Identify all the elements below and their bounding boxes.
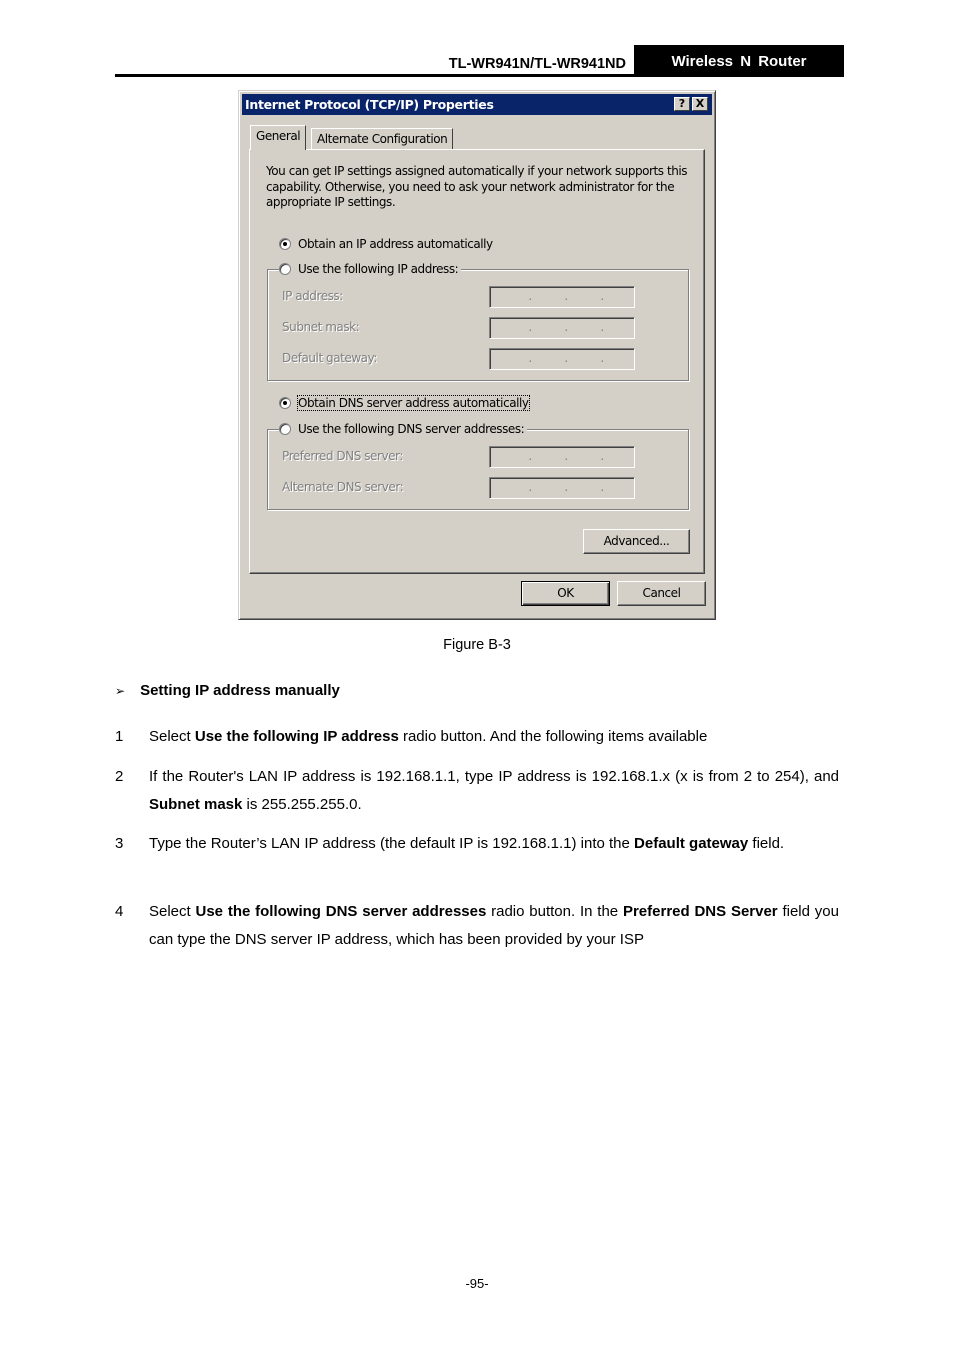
alternate-dns-label: Alternate DNS server:	[282, 480, 404, 494]
tab-general[interactable]: General	[250, 125, 306, 150]
step-text: Select Use the following DNS server addresses radio button. In the Preferred DNS Server field you can type the DNS server IP address, which has been provided by your ISP	[149, 903, 839, 948]
radio-unchecked-icon	[279, 263, 291, 275]
obtain-ip-auto-radio[interactable]	[279, 237, 496, 251]
step-text: Select Use the following IP address radio button. And the following items available	[149, 728, 708, 745]
step-text: If the Router's LAN IP address is 192.168.1.1, type IP address is 192.168.1.x (x is from 2 to 254), and Subnet mask is 255.255.255.0.	[149, 768, 839, 813]
help-icon: ?	[678, 97, 686, 110]
close-button[interactable]	[692, 97, 708, 111]
dialog-titlebar	[242, 94, 712, 115]
tab-alternate-configuration[interactable]: Alternate Configuration	[311, 128, 453, 150]
close-icon: X	[695, 97, 705, 110]
step-text: Type the Router’s LAN IP address (the default IP is 192.168.1.1) into the Default gateway field.	[149, 835, 785, 852]
header-model: TL-WR941N/TL-WR941ND	[448, 56, 626, 72]
step-number: 4	[115, 903, 124, 920]
radio-unchecked-icon	[279, 423, 291, 435]
use-following-dns-label: Use the following DNS server addresses:	[298, 422, 525, 436]
help-button[interactable]	[674, 97, 690, 111]
page-number: -95-	[465, 1276, 489, 1291]
header-rule	[115, 74, 635, 77]
obtain-ip-auto-label: Obtain an IP address automatically	[298, 237, 493, 251]
step-number: 2	[115, 768, 124, 785]
default-gateway-label: Default gateway:	[282, 351, 377, 365]
section-title: Setting IP address manually	[140, 682, 340, 699]
step-4	[115, 898, 839, 954]
radio-checked-icon	[279, 238, 291, 250]
subnet-mask-label: Subnet mask:	[282, 320, 360, 334]
figure-caption: Figure B-3	[443, 637, 511, 653]
cancel-button[interactable]: Cancel	[617, 581, 706, 606]
subnet-mask-field[interactable]: . . .	[489, 317, 635, 339]
ip-address-field[interactable]: . . .	[489, 286, 635, 308]
obtain-dns-auto-radio[interactable]	[279, 396, 532, 410]
step-number: 3	[115, 835, 124, 852]
advanced-button[interactable]: Advanced...	[583, 529, 690, 554]
tcpip-properties-dialog	[238, 90, 716, 620]
dialog-title: Internet Protocol (TCP/IP) Properties	[245, 97, 494, 112]
step-3	[115, 830, 839, 858]
ok-button[interactable]: OK	[521, 581, 610, 606]
section-heading	[115, 682, 340, 699]
step-1	[115, 723, 839, 751]
preferred-dns-field[interactable]: . . .	[489, 446, 635, 468]
radio-checked-icon	[279, 397, 291, 409]
use-following-dns-radio[interactable]	[279, 422, 527, 436]
intro-text: You can get IP settings assigned automatically if your network supports this capability. Otherwise, you need to ask your network administrator for the appropriate IP settings.	[266, 164, 688, 209]
preferred-dns-label: Preferred DNS server:	[282, 449, 403, 463]
step-number: 1	[115, 728, 124, 745]
header-product: Wireless N Router	[634, 45, 844, 77]
ip-address-label: IP address:	[282, 289, 343, 303]
obtain-dns-auto-label: Obtain DNS server address automatically	[298, 396, 529, 410]
use-following-ip-label: Use the following IP address:	[298, 262, 459, 276]
step-2	[115, 763, 839, 819]
default-gateway-field[interactable]: . . .	[489, 348, 635, 370]
use-following-ip-radio[interactable]	[279, 262, 461, 276]
arrow-bullet-icon: ➢	[115, 683, 126, 698]
alternate-dns-field[interactable]: . . .	[489, 477, 635, 499]
